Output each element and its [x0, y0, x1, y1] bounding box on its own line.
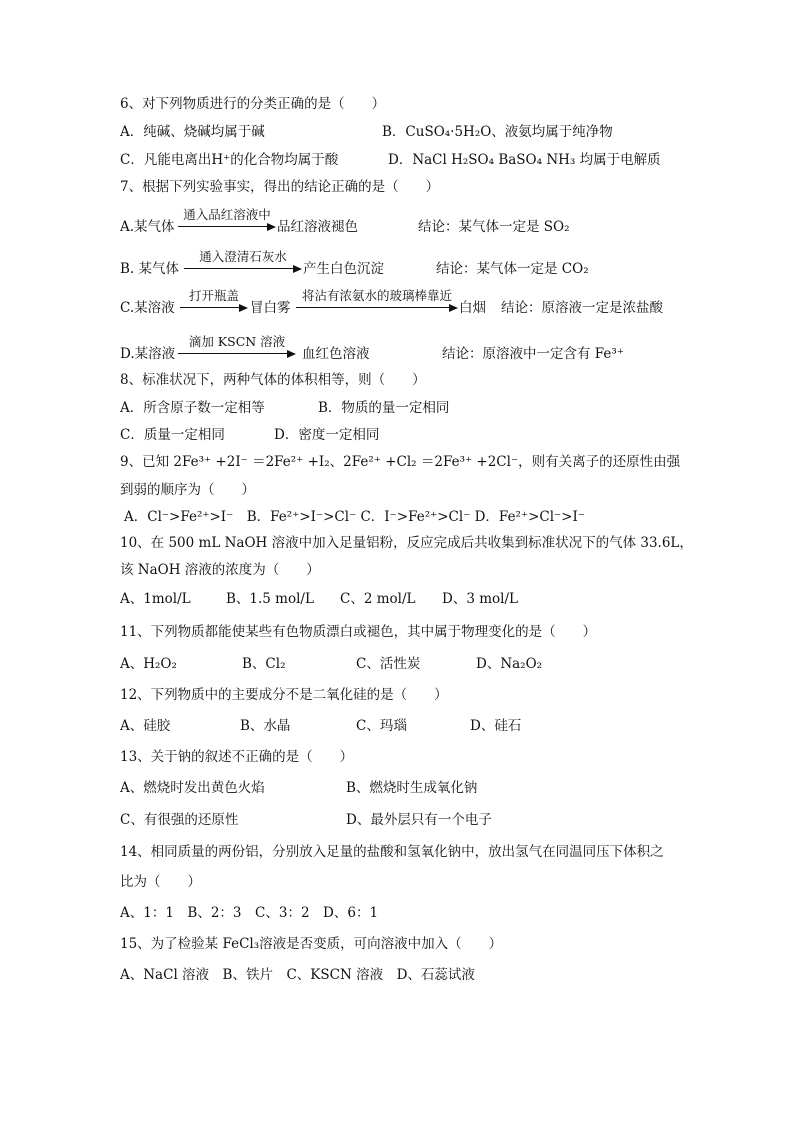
q14-options: A、1：1 B、2：3 C、3：2 D、6：1	[120, 905, 379, 921]
q8-stem: 8、标准状况下，两种气体的体积相等，则（ ）	[120, 372, 426, 388]
q6-option-b: B．CuSO₄·5H₂O、液氨均属于纯净物	[382, 124, 613, 140]
q7b-arrow-label: 通入澄清石灰水	[199, 249, 287, 264]
q7b-end: 产生白色沉淀	[303, 261, 384, 277]
q7b-arrow	[184, 250, 302, 278]
q7a-start: A.某气体	[120, 219, 175, 235]
q7a-end: 品红溶液褪色	[277, 219, 358, 235]
q10-option-c: C、2 mol/L	[340, 591, 416, 607]
q12-option-a: A、硅胶	[120, 718, 171, 734]
q7c-mid: 冒白雾	[250, 300, 291, 316]
q8-option-b: B．物质的量一定相同	[318, 400, 450, 416]
q7c-end: 白烟	[459, 300, 486, 316]
q11-option-d: D、Na₂O₂	[476, 656, 543, 672]
q11-stem: 11、下列物质都能使某些有色物质漂白或褪色，其中属于物理变化的是（ ）	[120, 624, 597, 640]
q7d-arrow	[178, 335, 296, 363]
q7-stem: 7、根据下列实验事实，得出的结论正确的是（ ）	[120, 179, 440, 195]
q12-option-c: C、玛瑙	[356, 718, 407, 734]
q8-option-a: A．所含原子数一定相等	[120, 400, 265, 416]
q7d-arrow-label: 滴加 KSCN 溶液	[188, 334, 286, 349]
q7c-arrow-1	[180, 289, 248, 317]
q7d-conclusion: 结论：原溶液中一定含有 Fe³⁺	[442, 346, 624, 362]
q7a-arrow	[178, 208, 276, 236]
q12-stem: 12、下列物质中的主要成分不是二氧化硅的是（ ）	[120, 687, 448, 703]
q13-option-d: D、最外层只有一个电子	[346, 812, 492, 828]
q7c-arrow-2	[296, 289, 458, 317]
q11-option-b: B、Cl₂	[242, 656, 286, 672]
q7d-end: 血红色溶液	[302, 346, 370, 362]
q13-stem: 13、关于钠的叙述不正确的是（ ）	[120, 749, 354, 765]
q7c-arrow-2-label: 将沾有浓氨水的玻璃棒靠近	[301, 288, 452, 303]
q10-stem-line2: 该 NaOH 溶液的浓度为（ ）	[120, 562, 320, 578]
q6-option-c: C．凡能电离出H⁺的化合物均属于酸	[120, 152, 339, 168]
q7d-start: D.某溶液	[120, 346, 176, 362]
q12-option-d: D、硅石	[470, 718, 522, 734]
q7c-conclusion: 结论：原溶液一定是浓盐酸	[501, 300, 663, 316]
q10-option-b: B、1.5 mol/L	[226, 591, 314, 607]
q7a-conclusion: 结论：某气体一定是 SO₂	[418, 219, 570, 235]
q15-stem: 15、为了检验某 FeCl₃溶液是否变质，可向溶液中加入（ ）	[120, 936, 503, 952]
q13-option-b: B、燃烧时生成氧化钠	[346, 780, 478, 796]
q8-option-d: D．密度一定相同	[274, 427, 380, 443]
q10-option-a: A、1mol/L	[120, 591, 191, 607]
q7b-start: B. 某气体	[120, 261, 180, 277]
q14-stem-line1: 14、相同质量的两份铝，分别放入足量的盐酸和氢氧化钠中，放出氢气在同温同压下体积之	[120, 844, 664, 860]
q12-option-b: B、水晶	[240, 718, 291, 734]
q11-option-c: C、活性炭	[356, 656, 421, 672]
q8-option-c: C．质量一定相同	[120, 427, 225, 443]
q10-option-d: D、3 mol/L	[442, 591, 518, 607]
q14-stem-line2: 比为（ ）	[120, 874, 201, 890]
q9-stem-line2: 到弱的顺序为（ ）	[120, 482, 255, 498]
q13-option-c: C、有很强的还原性	[120, 812, 239, 828]
q10-stem-line1: 10、在 500 mL NaOH 溶液中加入足量铝粉，反应完成后共收集到标准状况下的气体 33.6L，	[120, 535, 693, 551]
q13-option-a: A、燃烧时发出黄色火焰	[120, 780, 265, 796]
q9-options: A．Cl⁻>Fe²⁺>I⁻ B．Fe²⁺>I⁻>Cl⁻ C．I⁻>Fe²⁺>Cl⁻ D．Fe²⁺>Cl⁻>I⁻	[124, 509, 585, 525]
q7-option-b	[120, 250, 680, 278]
q7-option-d	[120, 335, 680, 363]
q11-option-a: A、H₂O₂	[120, 656, 177, 672]
q7a-arrow-label: 通入品红溶液中	[183, 207, 271, 222]
q7c-start: C.某溶液	[120, 300, 175, 316]
q7c-arrow-1-label: 打开瓶盖	[188, 288, 239, 303]
q7b-conclusion: 结论：某气体一定是 CO₂	[436, 261, 589, 277]
q7-option-c	[120, 289, 680, 317]
q6-stem: 6、对下列物质进行的分类正确的是（ ）	[120, 96, 386, 112]
q6-option-d: D．NaCl H₂SO₄ BaSO₄ NH₃ 均属于电解质	[388, 152, 661, 168]
q7-option-a	[120, 208, 680, 236]
q15-options: A、NaCl 溶液 B、铁片 C、KSCN 溶液 D、石蕊试液	[120, 967, 475, 983]
q6-option-a: A．纯碱、烧碱均属于碱	[120, 124, 265, 140]
q9-stem-line1: 9、已知 2Fe³⁺ +2I⁻ ＝2Fe²⁺ +I₂、2Fe²⁺ +Cl₂ ＝2Fe³⁺ +2Cl⁻，则有关离子的还原性由强	[120, 454, 681, 470]
